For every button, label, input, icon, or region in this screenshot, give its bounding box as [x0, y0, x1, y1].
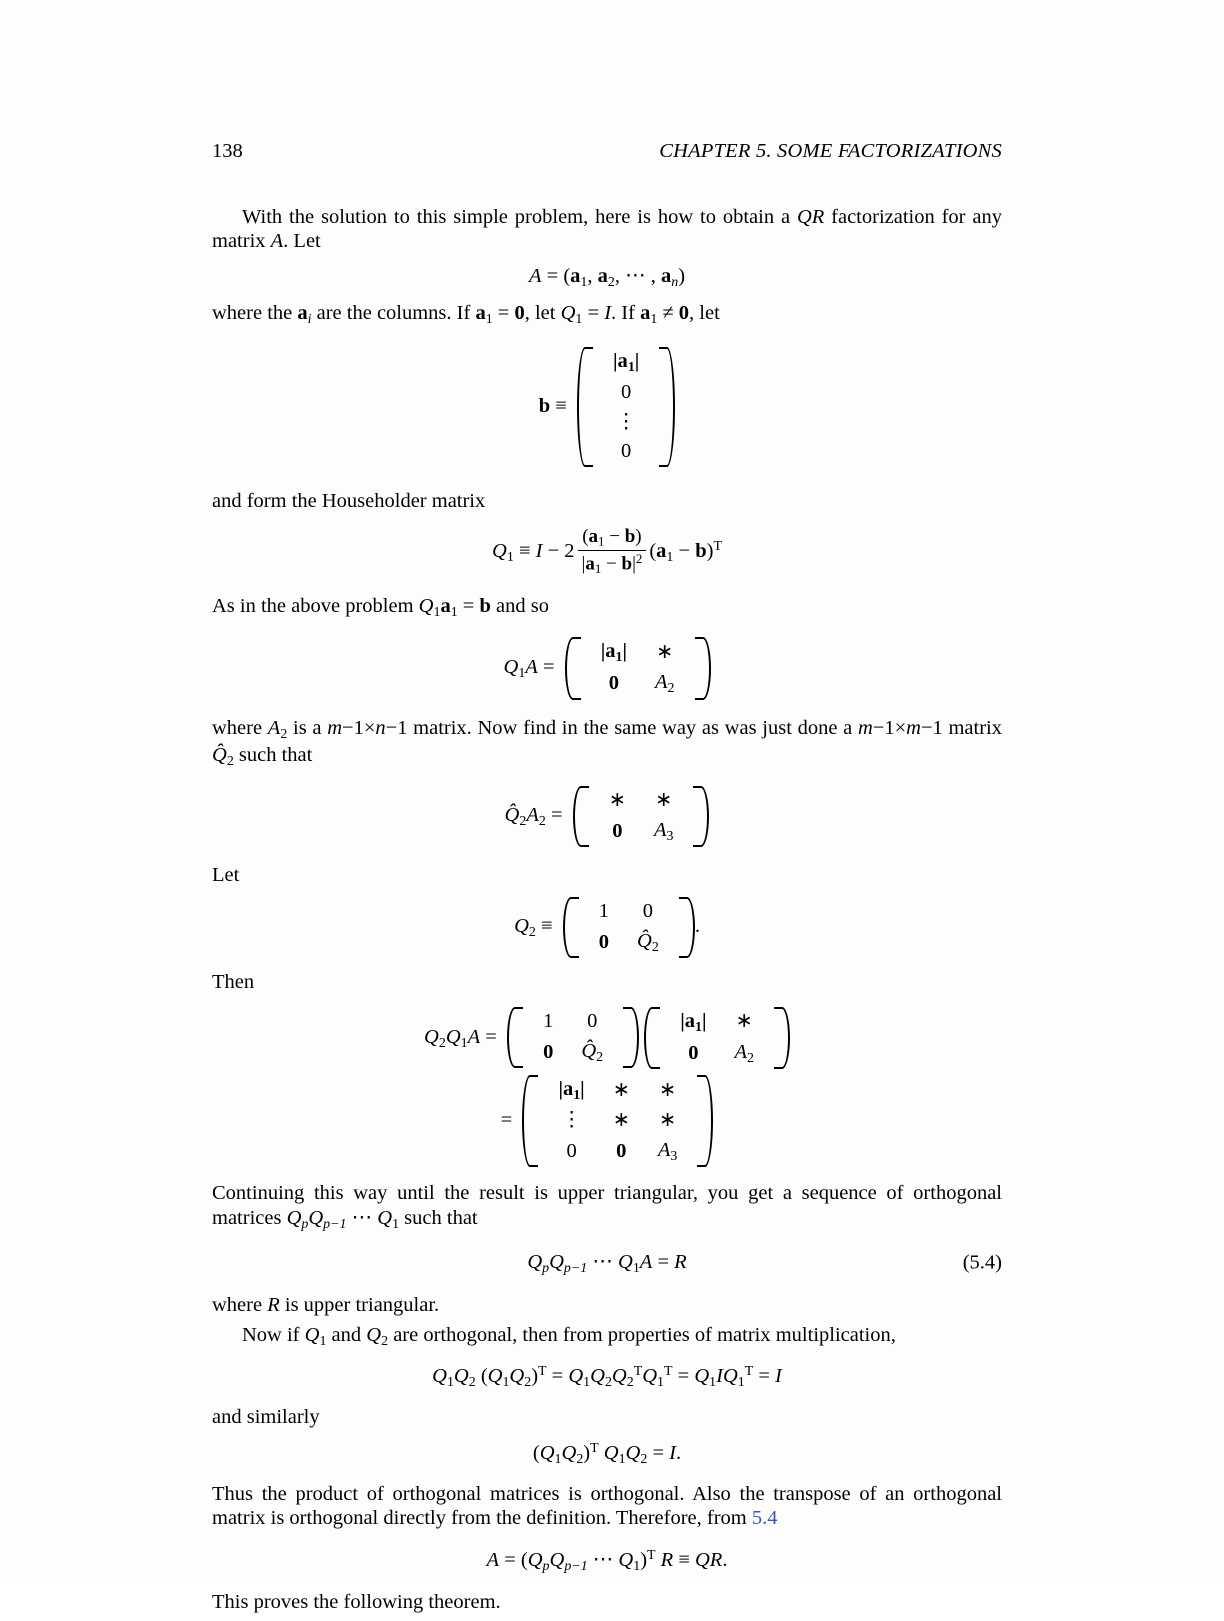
matrix-q1a-block: $|a_1|$ ∗ 0 $A_2$: [644, 1007, 790, 1070]
matrix-q2-block: 1 0 0 $Q̂_2$: [507, 1007, 639, 1068]
equation-q2q1a-result: = $|a_1|$ ∗ ∗ ⋮ ∗ ∗ 0 0 $A_3$: [212, 1075, 1002, 1167]
equation-q1a: $Q_1A$ = $|a_1|$ ∗ 0 $A_2$: [212, 637, 1002, 700]
paragraph-householder: and form the Householder matrix: [212, 489, 486, 512]
paragraph-then: Then: [212, 971, 255, 994]
equation-5-4: $Q_pQ_{p-1}$ ⋯ $Q_1A = R$ (5.4): [527, 1250, 1002, 1276]
paragraph-columns: where the $a_i$ are the columns. If $a_1 = 0$, let $Q_1 = I$. If $a_1 \ne 0$, let: [212, 302, 720, 328]
paragraph-upper-triangular: where R is upper triangular.: [212, 1293, 440, 1316]
matrix-q1a: $|a_1|$ ∗ 0 $A_2$: [565, 637, 711, 700]
chapter-title: CHAPTER 5. SOME FACTORIZATIONS: [659, 140, 1002, 162]
matrix-b: $|a_1|$ 0 ⋮ 0: [577, 347, 675, 467]
matrix-q2: 1 0 0 $Q̂_2$: [563, 897, 695, 958]
equation-b-vector: b ≡ $|a_1|$ 0 ⋮ 0: [212, 347, 1002, 467]
paragraph-proves-theorem: This proves the following theorem.: [212, 1591, 501, 1614]
paragraph-and-similarly: and similarly: [212, 1406, 320, 1429]
equation-orthogonal-product: $Q_1Q_2$ $(Q_1Q_2)^T = Q_1Q_2Q_2^TQ_1^T = Q_1IQ_1^T = I$: [432, 1364, 782, 1391]
equation-q2-def: $Q_2$ ≡ 1 0 0 $Q̂_2$ .: [212, 897, 1002, 958]
equation-q2hat-a2: $Q̂_2A_2$ = ∗ ∗ 0 $A_3$: [212, 786, 1002, 847]
equation-a-equals-qr: $A = (Q_pQ_{p-1}$ ⋯ $Q_1)^T$ R ≡ QR.: [486, 1547, 728, 1574]
equation-orthogonal-product-2: $(Q_1Q_2)^T$ $Q_1Q_2 = I$.: [532, 1441, 682, 1468]
reference-5-4[interactable]: 5.4: [751, 1507, 778, 1530]
page-number: 138: [212, 140, 243, 162]
paragraph-thus-text: Thus the product of orthogonal matrices is orthogonal. Also the transpose of an orthogonal matrix is orthogonal directly from the definition. Therefore, from: [212, 1483, 1002, 1530]
page-header: [212, 140, 1002, 163]
page-content: [212, 140, 1002, 1621]
paragraph-intro: With the solution to this simple problem, here is how to obtain a QR factorization for any matrix A. Let: [212, 206, 1002, 253]
paragraph-a2: where $A_2$ is a m−1×n−1 matrix. Now find in the same way as was just done a m−1×m−1 matrix $Q̂_2$ such that: [212, 716, 1002, 769]
paragraph-let: Let: [212, 864, 240, 887]
equation-a-columns: $A = (a_1$, $a_2$, ⋯ , $a_n$): [528, 265, 686, 291]
matrix-q2hat-a2: ∗ ∗ 0 $A_3$: [573, 786, 710, 847]
paragraph-orthogonal: Now if $Q_1$ and $Q_2$ are orthogonal, then from properties of matrix multiplication,: [242, 1323, 896, 1349]
equation-q2q1a: $Q_2Q_1A$ = 1 0 0 $Q̂_2$ $|a_1|$ ∗ 0 $A_2$: [212, 1007, 1002, 1070]
equation-householder: $Q_1 \equiv I - 2$ $\frac{(a_1 - b)}{|a_1 - b|^2}$ $(a_1 - b)^T$: [492, 525, 722, 576]
matrix-result-3x3: $|a_1|$ ∗ ∗ ⋮ ∗ ∗ 0 0 $A_3$: [522, 1075, 713, 1167]
equation-number-5-4: (5.4): [962, 1251, 1002, 1274]
paragraph-thus-product: [212, 1482, 1002, 1530]
paragraph-as-above: As in the above problem $Q_1a_1 = b$ and so: [212, 594, 549, 620]
paragraph-continuing: Continuing this way until the result is upper triangular, you get a sequence of orthogonal matrices $Q_pQ_{p-1}$ ⋯ $Q_1$ such that: [212, 1182, 1002, 1232]
